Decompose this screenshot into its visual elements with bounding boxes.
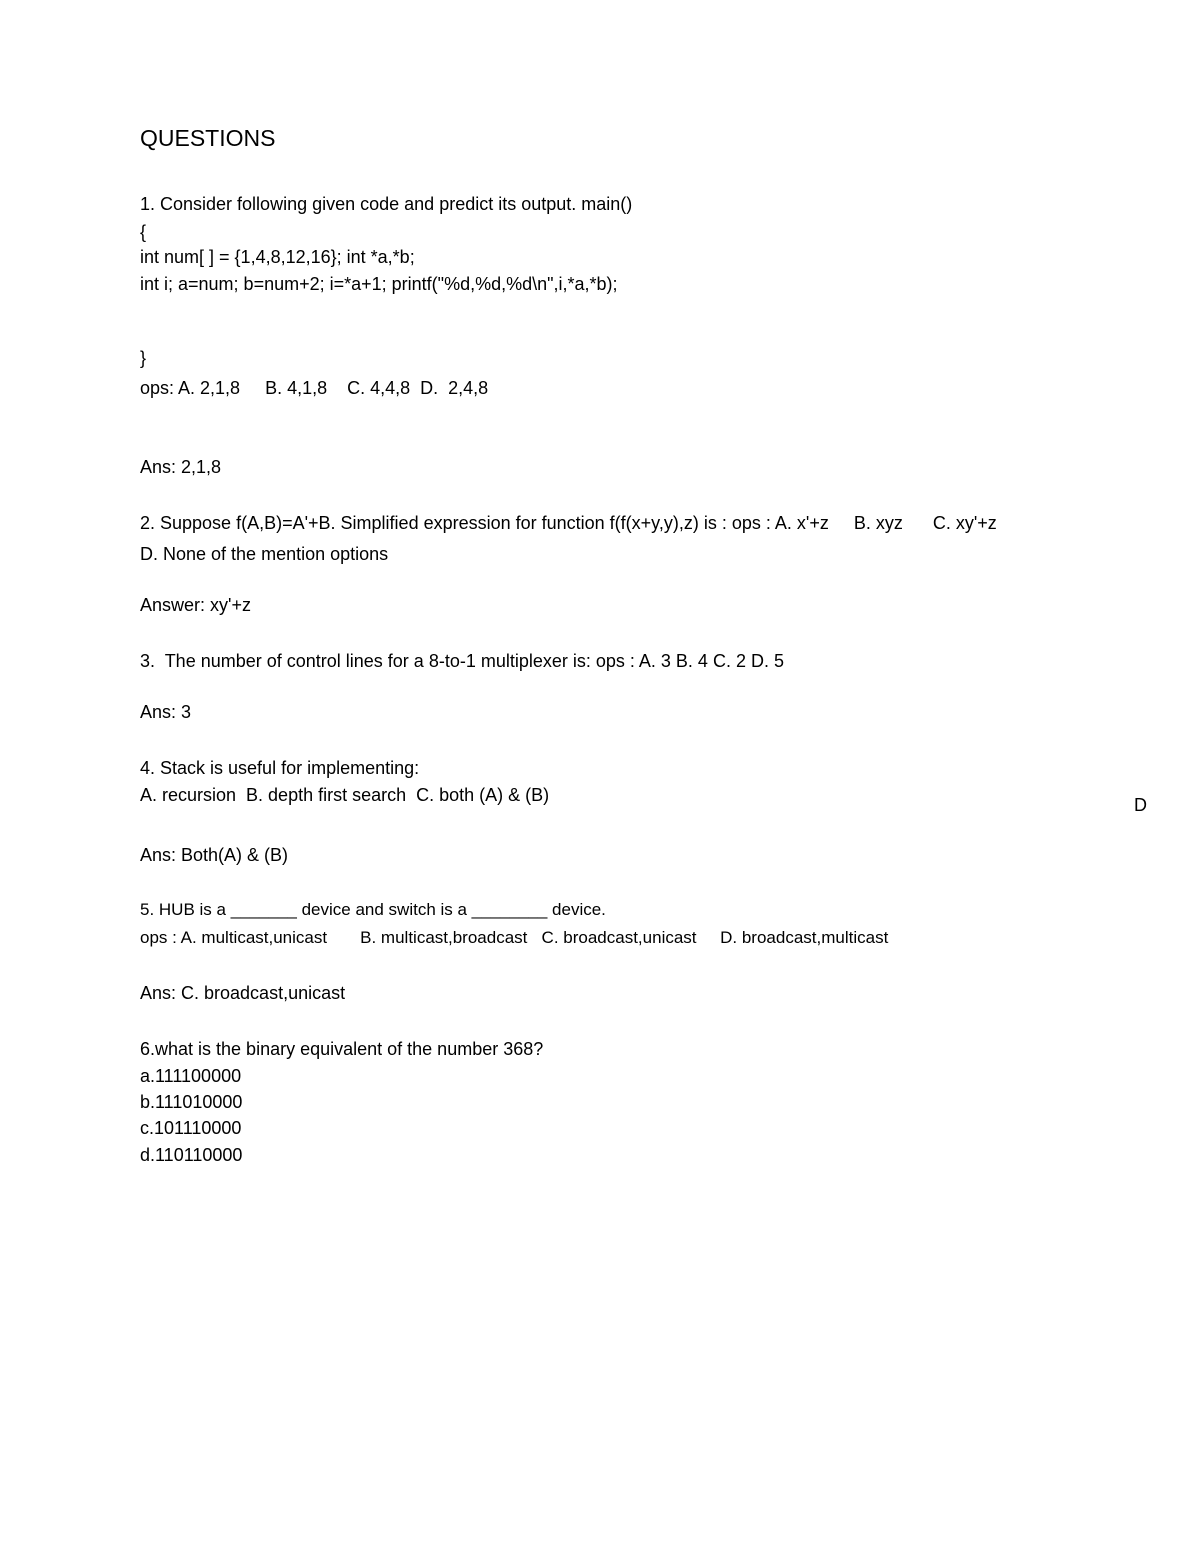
question-1-code-open-brace: { xyxy=(140,222,147,242)
question-4-prompt: 4. Stack is useful for implementing: xyxy=(140,758,420,778)
question-5-prompt: 5. HUB is a _______ device and switch is a ________ device. xyxy=(140,900,606,919)
question-6-option-b: b.111010000 xyxy=(140,1092,243,1112)
question-1-prompt: 1. Consider following given code and predict its output. main() xyxy=(140,194,633,214)
question-3-answer: Ans: 3 xyxy=(140,702,192,722)
question-1-answer: Ans: 2,1,8 xyxy=(140,457,222,477)
question-1-options: ops: A. 2,1,8 B. 4,1,8 C. 4,4,8 D. 2,4,8 xyxy=(140,378,489,398)
question-3-prompt: 3. The number of control lines for a 8-to-1 multiplexer is: ops : A. 3 B. 4 C. 2 D. 5 xyxy=(140,651,784,671)
question-1-code-line-2: int i; a=num; b=num+2; i=*a+1; printf("%d,%d,%d\n",i,*a,*b); xyxy=(140,274,618,294)
question-5-answer: Ans: C. broadcast,unicast xyxy=(140,983,346,1003)
question-2-option-d: D. None of the mention options xyxy=(140,544,389,564)
question-6-option-a: a.111100000 xyxy=(140,1066,242,1086)
question-1-code-close-brace: } xyxy=(140,348,147,368)
question-6-prompt: 6.what is the binary equivalent of the number 368? xyxy=(140,1039,544,1059)
question-1-code-line-1: int num[ ] = {1,4,8,12,16}; int *a,*b; xyxy=(140,247,415,267)
question-2-answer: Answer: xy'+z xyxy=(140,595,251,615)
page-title: QUESTIONS xyxy=(140,125,276,151)
question-6-option-d: d.110110000 xyxy=(140,1145,243,1165)
side-note-letter: D xyxy=(1134,795,1147,815)
question-4-answer: Ans: Both(A) & (B) xyxy=(140,845,289,865)
question-6-option-c: c.101110000 xyxy=(140,1118,242,1138)
question-5-options: ops : A. multicast,unicast B. multicast,broadcast C. broadcast,unicast D. broadcast,multicast xyxy=(140,928,889,947)
question-4-options: A. recursion B. depth first search C. both (A) & (B) xyxy=(140,785,550,805)
question-2-prompt: 2. Suppose f(A,B)=A'+B. Simplified expression for function f(f(x+y,y),z) is : ops : A. x'+z B. xyz C. xy'+z xyxy=(140,513,997,533)
